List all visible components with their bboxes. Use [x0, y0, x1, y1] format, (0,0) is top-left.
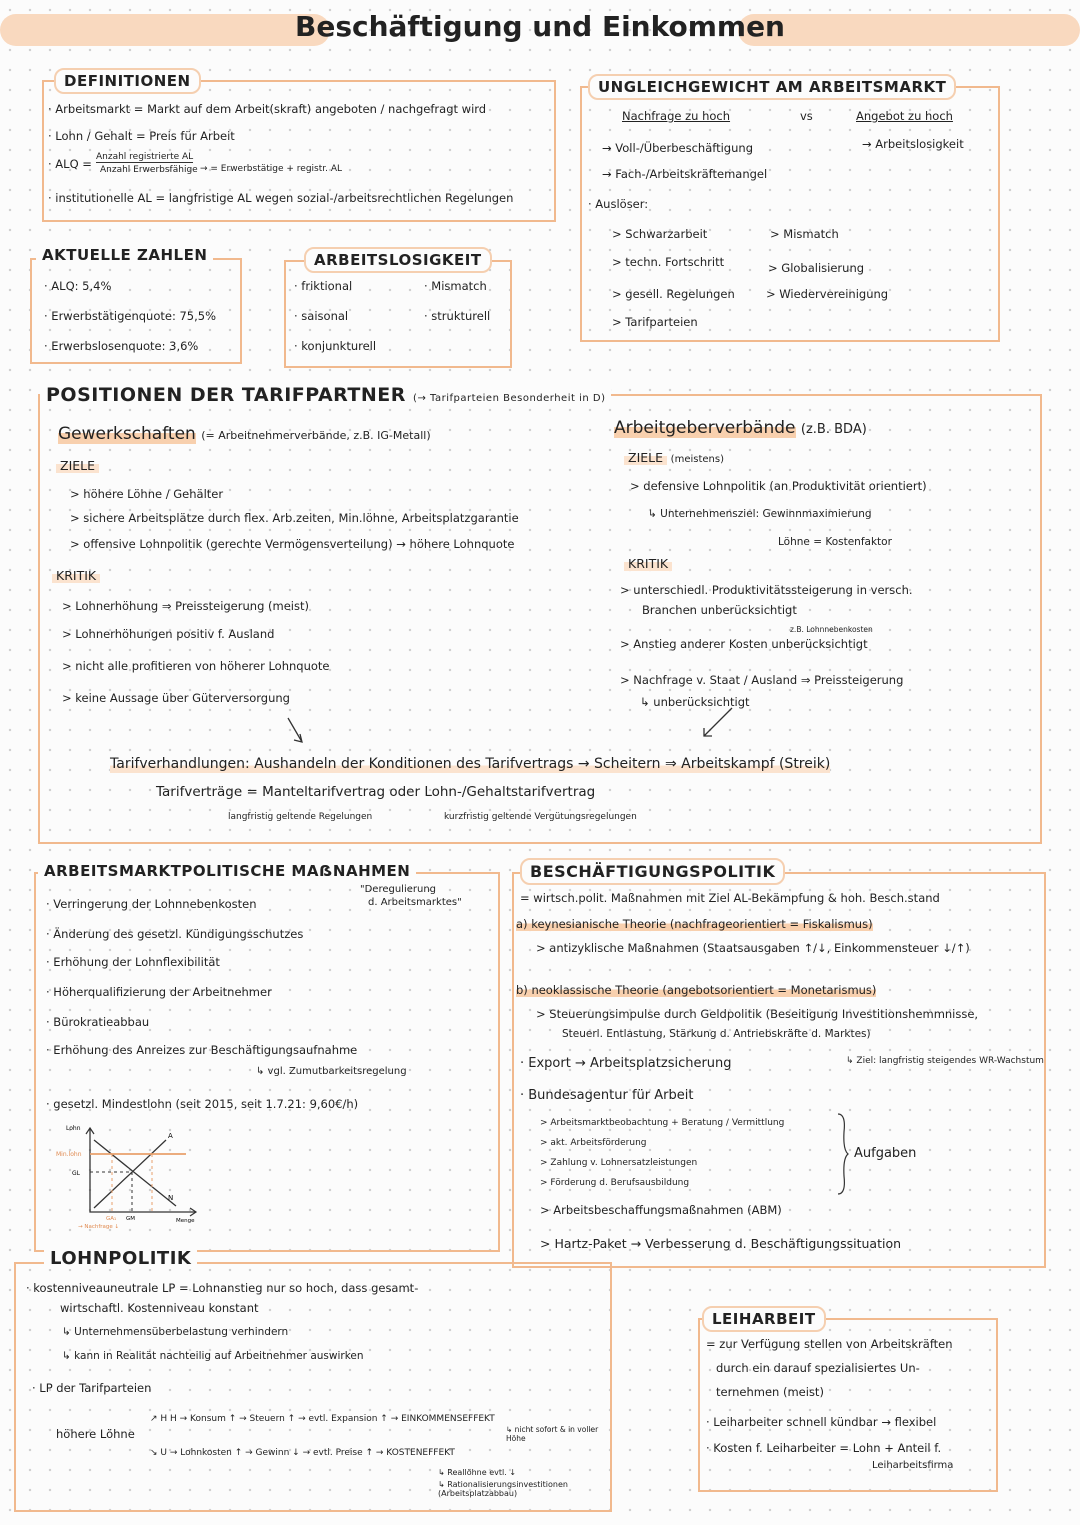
- ag-kritik-3: > Nachfrage v. Staat / Ausland ⇒ Preissteigerung: [620, 673, 904, 687]
- gewerkschaften-note: (= Arbeitnehmerverbände, z.B. IG-Metall): [201, 429, 431, 442]
- ug-left-1: > Schwarzarbeit: [612, 227, 708, 241]
- gew-ziel-2: > sichere Arbeitsplätze durch flex. Arb.zeiten, Min.löhne, Arbeitsplatzgarantie: [70, 511, 519, 525]
- la-4: · Leiharbeiter schnell kündbar → flexibel: [706, 1415, 937, 1429]
- ug-voll: → Voll-/Überbeschäftigung: [602, 141, 753, 155]
- ag-kritik-2-note: z.B. Lohnnebenkosten: [790, 625, 873, 634]
- bp-hartz: > Hartz-Paket → Verbesserung d. Beschäftigungssituation: [540, 1236, 902, 1251]
- leiharbeit-heading: LEIHARBEIT: [702, 1306, 826, 1332]
- ug-right-2: > Globalisierung: [768, 261, 865, 275]
- massnahme-5: · Bürokratieabbau: [46, 1015, 150, 1029]
- gew-kritik-3: > nicht alle profitieren von höherer Lohnquote: [62, 659, 330, 673]
- definitionen-heading: DEFINITIONEN: [54, 68, 201, 94]
- ug-right-3: > Wiedervereinigung: [766, 287, 889, 301]
- gew-ziel-1: > höhere Löhne / Gehälter: [70, 487, 224, 501]
- aktuelle-zahlen-heading: AKTUELLE ZAHLEN: [36, 246, 213, 264]
- chart-label-ga: GA₁: [106, 1216, 117, 1222]
- la-3: ternehmen (meist): [716, 1385, 824, 1399]
- al-konjunkturell: · konjunkturell: [294, 339, 377, 353]
- bp-def: = wirtsch.polit. Maßnahmen mit Ziel AL-Bekämpfung & hoh. Besch.stand: [520, 891, 940, 905]
- massnahmen-dereg-2: d. Arbeitsmarktes": [368, 897, 462, 908]
- ug-right-1: > Mismatch: [770, 227, 839, 241]
- bp-ba-3: > Zahlung v. Lohnersatzleistungen: [540, 1158, 698, 1168]
- ug-left-4: > Tarifparteien: [612, 315, 698, 329]
- lp-5: · LP der Tarifparteien: [32, 1381, 152, 1395]
- gew-kritik-4: > keine Aussage über Güterversorgung: [62, 691, 290, 705]
- lohnpolitik-heading: LOHNPOLITIK: [44, 1248, 197, 1269]
- lp-u-note1: ↳ Reallöhne evtl. ↓: [438, 1468, 517, 1477]
- massnahmen-heading: ARBEITSMARKTPOLITISCHE MAẞNAHMEN: [38, 862, 416, 880]
- ag-kritik-label: KRITIK: [624, 556, 672, 571]
- tarifverhandlungen: Tarifverhandlungen: Aushandeln der Konditionen des Tarifvertrags → Scheitern ⇒ Arbeitskampf (Streik): [110, 756, 831, 772]
- bp-aufgaben: Aufgaben: [854, 1146, 917, 1161]
- lp-3: ↳ Unternehmensüberbelastung verhindern: [62, 1326, 289, 1338]
- massnahme-4: · Höherqualifizierung der Arbeitnehmer: [46, 985, 272, 999]
- lp-u-note2: ↳ Rationalisierungsinvestitionen (Arbeitsplatzabbau): [438, 1480, 568, 1499]
- lp-2: wirtschaftl. Kostenniveau konstant: [60, 1301, 259, 1315]
- la-6: Leiharbeitsfirma: [872, 1460, 954, 1471]
- arbeitgeber-title: Arbeitgeberverbände: [614, 418, 796, 438]
- ag-ziele-row: [624, 450, 724, 466]
- bp-keynes: [516, 918, 873, 932]
- lp-hh: ↗ H H → Konsum ↑ → Steuern ↑ → evtl. Expansion ↑ → EINKOMMENSEFFEKT: [150, 1414, 495, 1424]
- bp-export: · Export → Arbeitsplatzsicherung: [520, 1056, 732, 1071]
- arbeitgeber-heading: [614, 418, 867, 438]
- bp-abm: > Arbeitsbeschaffungsmaßnahmen (ABM): [540, 1203, 782, 1217]
- chart-angebot-line: [94, 1140, 166, 1208]
- bp-neoklass-text: b) neoklassische Theorie (angebotsorientiert = Monetarismus): [516, 983, 877, 997]
- ag-kritik-1b: Branchen unberücksichtigt: [642, 603, 797, 617]
- la-5: · Kosten f. Leiharbeiter = Lohn + Anteil f.: [706, 1441, 942, 1455]
- tarifpartner-title: POSITIONEN DER TARIFPARTNER: [46, 384, 406, 406]
- lp-hoehere: höhere Löhne: [56, 1427, 135, 1441]
- mindestlohn-chart: [36, 1120, 216, 1230]
- manteltarif-note: langfristig geltende Regelungen: [228, 812, 373, 822]
- lohntarif-note: kurzfristig geltende Vergütungsregelungen: [444, 812, 637, 822]
- chart-label-nachfrage: → Nachfrage ↓: [78, 1224, 120, 1230]
- gewerkschaften-heading: [58, 424, 431, 444]
- gewerkschaften-title: Gewerkschaften: [58, 424, 196, 444]
- massnahmen-dereg-1: "Deregulierung: [360, 884, 437, 895]
- ag-kritik-3b: ↳ unberücksichtigt: [640, 695, 750, 709]
- bp-neoklass: [516, 984, 876, 998]
- gew-kritik-1: > Lohnerhöhung ⇒ Preissteigerung (meist): [62, 599, 309, 613]
- chart-axes: [90, 1128, 196, 1212]
- al-saisonal: · saisonal: [294, 309, 349, 323]
- ug-left-2: > techn. Fortschritt: [612, 255, 725, 269]
- massnahme-3: · Erhöhung der Lohnflexibilität: [46, 955, 220, 969]
- chart-label-a: A: [168, 1132, 173, 1140]
- al-mismatch: · Mismatch: [424, 279, 487, 293]
- tarifpartner-heading: [40, 384, 611, 406]
- lp-u: ↘ U → Lohnkosten ↑ → Gewinn ↓ → evtl. Preise ↑ → KOSTENEFFEKT: [150, 1448, 455, 1458]
- bp-ba-1: > Arbeitsmarktbeobachtung + Beratung / Vermittlung: [540, 1118, 785, 1128]
- gew-ziele-label: ZIELE: [56, 458, 99, 473]
- arbeitslosigkeit-heading: ARBEITSLOSIGKEIT: [304, 247, 492, 273]
- bp-keynes-sub: > antizyklische Maßnahmen (Staatsausgaben ↑/↓, Einkommensteuer ↓/↑): [536, 941, 970, 955]
- bp-ba: · Bundesagentur für Arbeit: [520, 1088, 694, 1103]
- ag-kritik-1a: > unterschiedl. Produktivitätssteigerung in versch.: [620, 583, 913, 597]
- chart-label-n: N: [168, 1194, 174, 1202]
- def-alq-rest: → = Erwerbstätige + registr. AL: [200, 164, 343, 174]
- bp-keynes-text: a) keynesianische Theorie (nachfrageorientiert = Fiskalismus): [516, 917, 873, 931]
- ug-left-3: > gesell. Regelungen: [612, 287, 735, 301]
- lp-1: · kostenniveauneutrale LP = Lohnanstieg nur so hoch, dass gesamt-: [26, 1281, 419, 1295]
- def-arbeitsmarkt: · Arbeitsmarkt = Markt auf dem Arbeit(skraft) angeboten / nachgefragt wird: [48, 102, 487, 116]
- def-institutionell: · institutionelle AL = langfristige AL wegen sozial-/arbeitsrechtlichen Regelungen: [48, 191, 514, 205]
- ag-kritik-2: > Anstieg anderer Kosten unberücksichtigt: [620, 637, 868, 651]
- arbeitgeber-note: (z.B. BDA): [800, 422, 867, 437]
- la-2: durch ein darauf spezialisiertes Un-: [716, 1361, 920, 1375]
- lp-4: ↳ kann in Realität nachteilig auf Arbeitnehmer auswirken: [62, 1350, 364, 1362]
- ug-vs: vs: [800, 109, 813, 123]
- ug-arbeitslosigkeit: → Arbeitslosigkeit: [862, 137, 964, 151]
- bp-neoklass-sub2: Steuerl. Entlastung, Stärkung d. Antriebskräfte d. Marktes): [562, 1028, 871, 1040]
- ag-ziele-label: ZIELE: [624, 450, 667, 465]
- ag-ziel-2: ↳ Unternehmensziel: Gewinnmaximierung: [648, 508, 872, 520]
- bp-ba-2: > akt. Arbeitsförderung: [540, 1138, 647, 1148]
- lp-hh-note: ↳ nicht sofort & in voller Höhe: [506, 1425, 599, 1443]
- chart-label-gl: GL: [72, 1170, 80, 1177]
- ungleichgewicht-heading: UNGLEICHGEWICHT AM ARBEITSMARKT: [588, 74, 956, 100]
- bp-neoklass-sub1: > Steuerungsimpulse durch Geldpolitik (Beseitigung Investitionshemmnisse,: [536, 1007, 979, 1021]
- def-alq-label: · ALQ =: [48, 157, 92, 171]
- ag-ziel-3: Löhne = Kostenfaktor: [778, 536, 892, 548]
- tarifpartner-note: (→ Tarifparteien Besonderheit in D): [413, 393, 606, 404]
- tarifpartner-box: [38, 394, 1042, 844]
- az-erwerbstaetigenquote: · Erwerbstätigenquote: 75,5%: [44, 309, 217, 323]
- def-alq-num: Anzahl registrierte AL: [96, 152, 194, 162]
- massnahme-6: · Erhöhung des Anreizes zur Beschäftigungsaufnahme: [46, 1043, 358, 1057]
- ug-ausloeser: · Auslöser:: [588, 197, 649, 211]
- al-strukturell: · strukturell: [424, 309, 491, 323]
- chart-label-lohn: Lohn: [66, 1125, 81, 1132]
- ug-angebot: Angebot zu hoch: [856, 109, 953, 123]
- chart-label-menge: Menge: [176, 1218, 195, 1224]
- def-alq-den: Anzahl Erwerbsfähige: [100, 165, 198, 175]
- ug-fachkraefte: → Fach-/Arbeitskräftemangel: [602, 167, 768, 181]
- ag-ziele-note: (meistens): [670, 454, 724, 465]
- def-lohn: · Lohn / Gehalt = Preis für Arbeit: [48, 129, 235, 143]
- chart-label-min: Min.lohn: [56, 1151, 82, 1158]
- ungleichgewicht-box: [580, 86, 1000, 342]
- ba-brace-icon: [836, 1112, 850, 1196]
- bp-ziel-note: ↳ Ziel: langfristig steigendes WR-Wachstum: [846, 1056, 1044, 1066]
- massnahme-zumutbarkeit: ↳ vgl. Zumutbarkeitsregelung: [256, 1066, 407, 1077]
- gew-kritik-2: > Lohnerhöhungen positiv f. Ausland: [62, 627, 275, 641]
- chart-label-gm: GM: [126, 1216, 136, 1222]
- page-title: Beschäftigung und Einkommen: [295, 10, 785, 43]
- ag-ziel-1: > defensive Lohnpolitik (an Produktivität orientiert): [630, 479, 927, 493]
- bp-ba-4: > Förderung d. Berufsausbildung: [540, 1178, 690, 1188]
- ug-nachfrage: Nachfrage zu hoch: [622, 109, 731, 123]
- massnahme-2: · Änderung des gesetzl. Kündigungsschutzes: [46, 927, 304, 941]
- gew-ziel-3: > offensive Lohnpolitik (gerechte Vermögensverteilung) → höhere Lohnquote: [70, 537, 515, 551]
- massnahme-mindestlohn: · gesetzl. Mindestlohn (seit 2015, seit 1.7.21: 9,60€/h): [46, 1097, 359, 1111]
- al-friktional: · friktional: [294, 279, 353, 293]
- gew-kritik-label: KRITIK: [52, 568, 100, 583]
- massnahme-1: · Verringerung der Lohnnebenkosten: [46, 897, 257, 911]
- beschaeftigung-heading: BESCHÄFTIGUNGSPOLITIK: [520, 858, 785, 885]
- az-erwerbslosenquote: · Erwerbslosenquote: 3,6%: [44, 339, 199, 353]
- az-alq: · ALQ: 5,4%: [44, 279, 112, 293]
- la-1: = zur Verfügung stellen von Arbeitskräften: [706, 1337, 953, 1351]
- tarifvertraege: Tarifverträge = Manteltarifvertrag oder Lohn-/Gehaltstarifvertrag: [156, 784, 596, 800]
- converge-arrows-icon: [280, 700, 760, 760]
